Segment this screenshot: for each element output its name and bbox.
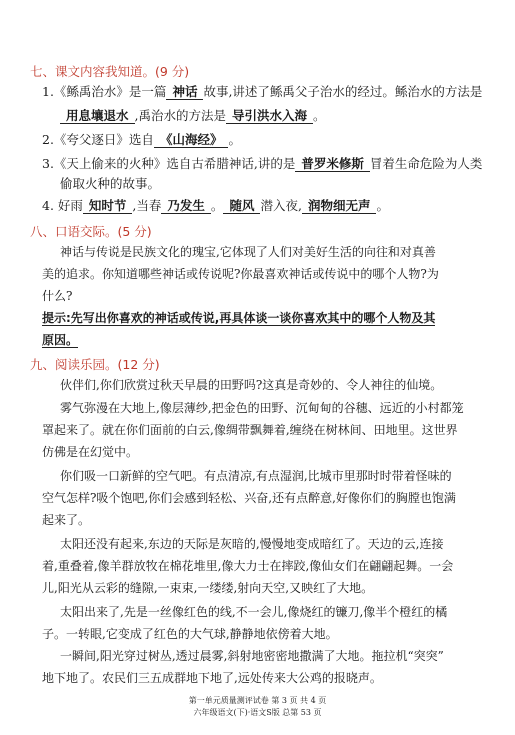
q4-text-f: 。 (376, 198, 389, 213)
question-1-line-1 (42, 84, 482, 100)
q4-answer-3: 随风 (223, 198, 260, 214)
q1-answer-2: 用息壤退水 (60, 108, 135, 124)
question-4 (42, 198, 389, 214)
section-8-paragraph-line: 神话与传说是民族文化的瑰宝,它体现了人们对美好生活的向往和对真善 (60, 245, 436, 259)
q1-text-e: 。 (313, 108, 326, 123)
q1-answer-3: 导引洪水入海 (226, 108, 313, 124)
reading-line: 地下地了。农民们三五成群地下地了,远处传来大公鸡的报晓声。 (42, 671, 382, 685)
reading-line: 你们吸一口新鲜的空气吧。有点清凉,有点湿润,比城市里那时时带着怪味的 (60, 469, 452, 483)
question-2 (42, 132, 241, 148)
question-3-line-1 (42, 156, 482, 172)
question-3-line-2: 偷取火种的故事。 (60, 176, 161, 191)
q4-text-d: 。 (210, 198, 224, 213)
reading-line: 子。一转眼,它变成了红色的大气球,静静地依傍着大地。 (42, 627, 338, 641)
reading-line: 儿,阳光从云彩的缝隙,一束束,一缕缕,射向天空,又映红了大地。 (42, 581, 374, 595)
footer-line-2: 六年级语文(下)·语文S版 总第 53 页 (193, 708, 322, 717)
reading-line: 仿佛是在幻觉中。 (42, 445, 139, 459)
section-8-paragraph-line: 什么? (42, 289, 73, 303)
section-8-title: 八、口语交际。(5 分) (30, 224, 152, 239)
hint-text: 原因。 (42, 333, 79, 347)
reading-line: 伙伴们,你们欣赏过秋天早晨的田野吗?这真是奇妙的、令人神往的仙境。 (60, 378, 443, 392)
hint-text: 提示:先写出你喜欢的神话或传说,再具体谈一谈你喜欢其中的哪个人物及其 (42, 311, 436, 325)
reading-line: 着,重叠着,像羊群放牧在棉花堆里,像大力士在摔跤,像仙女们在翩翩起舞。一会 (42, 559, 454, 573)
reading-line: 太阳出来了,先是一丝像红色的线,不一会儿,像烧红的镰刀,像半个橙红的橘 (60, 605, 448, 619)
q3-answer-1: 普罗米修斯 (295, 156, 370, 172)
reading-line: 空气怎样?吸个饱吧,你们会感到轻松、兴奋,还有点醉意,好像你们的胸膛也饱满 (42, 491, 456, 505)
section-9-title: 九、阅读乐园。(12 分) (30, 357, 160, 372)
q2-text-c: 。 (228, 132, 241, 147)
q3-text-a: 3.《天上偷来的火种》选自古希腊神话,讲的是 (42, 156, 296, 171)
q4-text-c: ,当春 (132, 198, 162, 213)
section-8-paragraph-line: 美的追求。你知道哪些神话或传说呢?你最喜欢神话或传说中的哪个人物?为 (42, 267, 439, 281)
section-7-title: 七、课文内容我知道。(9 分) (30, 64, 190, 79)
reading-line: 起来了。 (42, 513, 91, 527)
q2-answer-1: 《山海经》 (154, 132, 229, 148)
q4-answer-2: 乃发生 (161, 198, 211, 214)
q3-text-c: 冒着生命危险为人类 (369, 156, 483, 171)
q1-text-c: 故事,讲述了鲧禹父子治水的经过。鲧治水的方法是 (203, 84, 483, 99)
reading-line: 太阳还没有起来,东边的天际是灰暗的,慢慢地变成暗红了。天边的云,连接 (60, 537, 444, 551)
reading-line: 罩起来了。就在你们面前的白云,像绸带飘舞着,缠绕在树林间、田地里。这世界 (42, 423, 458, 437)
q4-text-e: 潜入夜, (260, 198, 302, 213)
q4-text-a: 4. 好雨 (42, 198, 83, 213)
q2-text-a: 2.《夸父逐日》选自 (42, 132, 154, 147)
section-8-hint-line-2 (42, 332, 78, 348)
reading-line: 雾气弥漫在大地上,像层薄纱,把金色的田野、沉甸甸的谷穗、远近的小村都笼 (60, 401, 464, 415)
q4-answer-4: 润物细无声 (302, 198, 377, 214)
q1-text-d: ,禹治水的方法是 (134, 108, 226, 123)
question-1-line-2 (60, 108, 326, 124)
q1-text-a: 1.《鲧禹治水》是一篇 (42, 84, 167, 99)
reading-line: 一瞬间,阳光穿过树丛,透过晨雾,斜射地密密地撒满了大地。拖拉机“突突” (60, 649, 444, 663)
q1-answer-1: 神话 (166, 84, 203, 100)
section-8-hint-line-1 (42, 310, 435, 326)
footer-line-1: 第一单元质量测评试卷 第 3 页 共 4 页 (188, 696, 327, 705)
q4-answer-1: 知时节 (83, 198, 133, 214)
